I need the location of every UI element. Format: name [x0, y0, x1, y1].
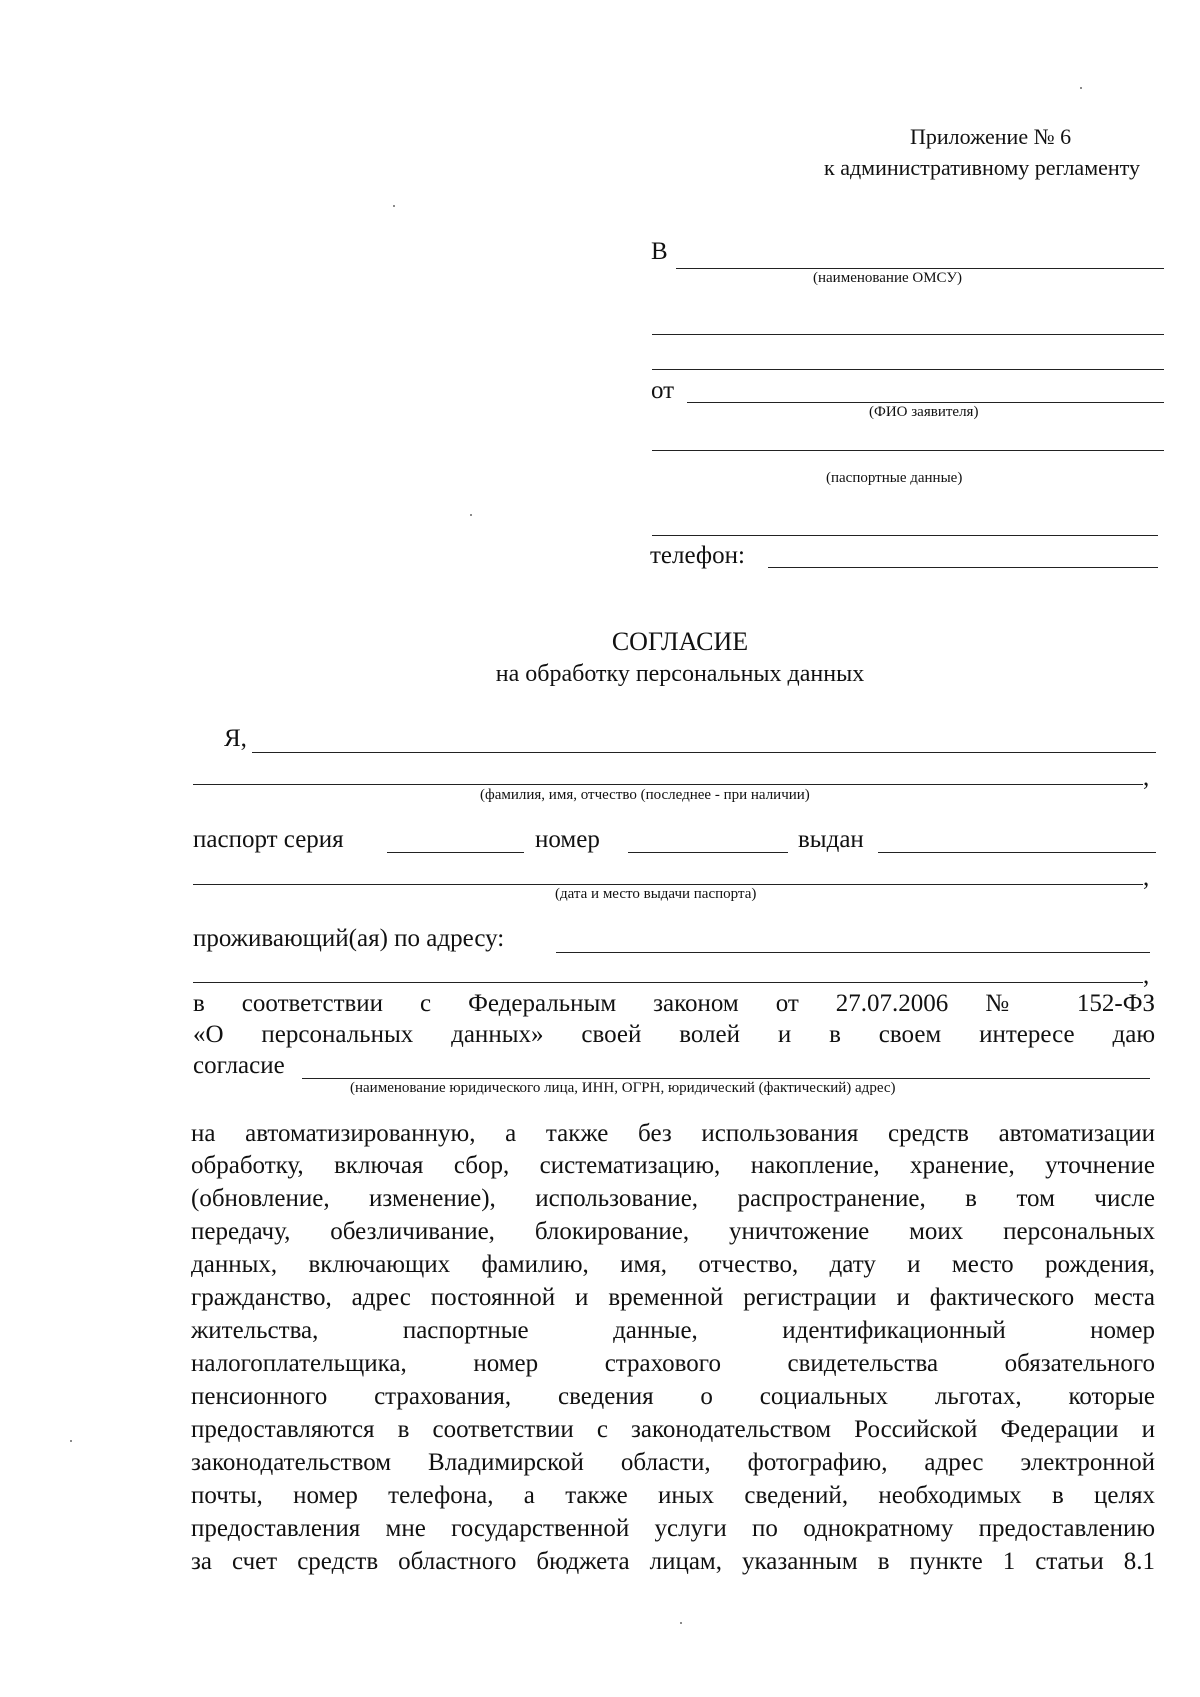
comma: ,	[1143, 764, 1150, 791]
issued-line[interactable]	[878, 852, 1156, 853]
passport-number-line[interactable]	[628, 852, 788, 853]
passport-series-label: паспорт серия	[193, 826, 344, 853]
passport-caption: (паспортные данные)	[826, 470, 963, 486]
passport-number-label: номер	[535, 826, 600, 853]
name-line[interactable]	[252, 752, 1156, 753]
from-prefix: от	[651, 377, 675, 404]
issue-caption: (дата и место выдачи паспорта)	[555, 886, 757, 902]
organization-caption: (наименование юридического лица, ИНН, ОГРН, юридический (фактический) адрес)	[350, 1080, 896, 1096]
organization-line[interactable]	[302, 1078, 1150, 1079]
issued-line-2[interactable]	[193, 884, 1143, 885]
comma: ,	[1143, 864, 1150, 891]
body-line: передачу, обезличивание, блокирование, уничтожение моих персональных	[191, 1218, 1155, 1245]
phone-line[interactable]	[768, 567, 1158, 568]
body-line: обработку, включая сбор, систематизацию, накопление, хранение, уточнение	[191, 1152, 1155, 1179]
residing-label: проживающий(ая) по адресу:	[193, 925, 505, 952]
body-line: данных, включающих фамилию, имя, отчество, дату и место рождения,	[191, 1251, 1155, 1278]
address-line[interactable]	[556, 952, 1150, 953]
body-line: на автоматизированную, а также без использования средств автоматизации	[191, 1120, 1155, 1147]
body-line: (обновление, изменение), использование, распространение, в том числе	[191, 1185, 1155, 1212]
scan-speck	[1080, 87, 1082, 89]
to-prefix: В	[651, 238, 668, 265]
document-subtitle: на обработку персональных данных	[495, 661, 865, 687]
phone-label: телефон:	[650, 542, 745, 569]
body-line: за счет средств областного бюджета лицам, указанным в пункте 1 статьи 8.1	[191, 1548, 1155, 1575]
fio-line[interactable]	[687, 402, 1164, 403]
consent-line-2: «О персональных данных» своей волей и в своем интересе даю	[193, 1021, 1155, 1048]
scan-speck	[680, 1622, 682, 1624]
appendix-number: Приложение № 6	[910, 124, 1072, 149]
i-label: Я,	[224, 725, 247, 752]
comma: ,	[1143, 962, 1150, 989]
omsu-caption: (наименование ОМСУ)	[813, 270, 962, 286]
passport-data-line-2[interactable]	[652, 535, 1158, 536]
name-caption: (фамилия, имя, отчество (последнее - при наличии)	[480, 787, 810, 803]
fio-caption: (ФИО заявителя)	[869, 404, 979, 420]
body-line: пенсионного страхования, сведения о социальных льготах, которые	[191, 1383, 1155, 1410]
omsu-line-2[interactable]	[652, 334, 1164, 335]
name-line-2[interactable]	[193, 784, 1143, 785]
scan-speck	[70, 1440, 72, 1442]
consent-line-1: в соответствии с Федеральным законом от 27.07.2006 № 152-ФЗ	[193, 990, 1155, 1017]
body-line: гражданство, адрес постоянной и временной регистрации и фактического места	[191, 1284, 1155, 1311]
body-line: предоставления мне государственной услуги по однократному предоставлению	[191, 1515, 1155, 1542]
document-title: СОГЛАСИЕ	[611, 627, 749, 656]
omsu-line[interactable]	[676, 268, 1164, 269]
body-line: налогоплательщика, номер страхового свидетельства обязательного	[191, 1350, 1155, 1377]
scan-speck	[393, 205, 395, 207]
body-line: жительства, паспортные данные, идентификационный номер	[191, 1317, 1155, 1344]
scan-speck	[470, 514, 472, 516]
omsu-line-3[interactable]	[652, 369, 1164, 370]
body-line: законодательством Владимирской области, фотографию, адрес электронной	[191, 1449, 1155, 1476]
body-line: почты, номер телефона, а также иных сведений, необходимых в целях	[191, 1482, 1155, 1509]
address-line-2[interactable]	[193, 982, 1143, 983]
passport-series-line[interactable]	[387, 852, 524, 853]
regulation-reference: к административному регламенту	[824, 155, 1140, 180]
passport-data-line[interactable]	[652, 450, 1164, 451]
issued-label: выдан	[798, 826, 864, 853]
consent-line-3: согласие	[193, 1052, 285, 1079]
body-line: предоставляются в соответствии с законодательством Российской Федерации и	[191, 1416, 1155, 1443]
